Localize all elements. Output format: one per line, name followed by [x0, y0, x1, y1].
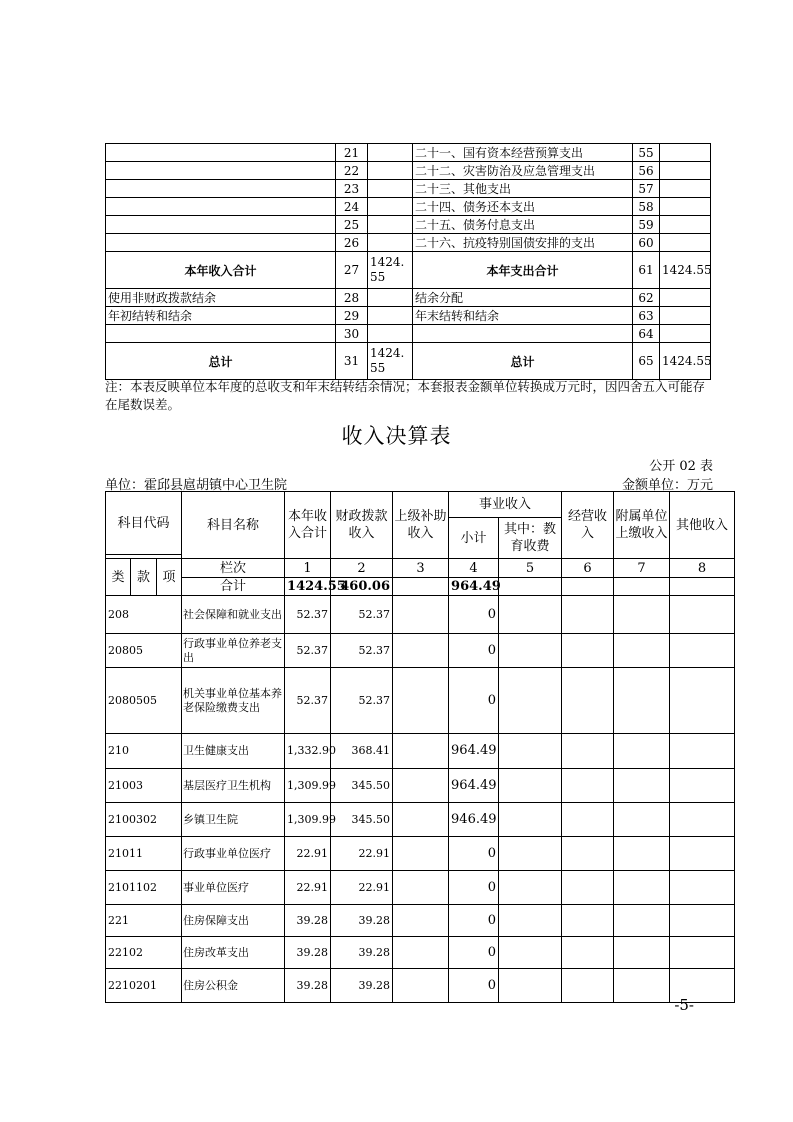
summary-left-value	[368, 307, 413, 325]
summary-row	[106, 307, 711, 325]
summary-left-line: 21	[336, 144, 368, 162]
summary-left-value: 1424.55	[368, 252, 413, 289]
other-income	[670, 905, 735, 937]
edu-fee	[499, 837, 562, 871]
sum-subtotal: 964.49	[449, 578, 499, 596]
summary-left-value	[368, 234, 413, 252]
subject-code: 208	[106, 596, 182, 634]
summary-left-value	[368, 180, 413, 198]
summary-left-label	[106, 144, 336, 162]
summary-left-label: 本年收入合计	[106, 252, 336, 289]
summary-left-label	[106, 325, 336, 343]
operating-income	[562, 596, 614, 634]
operating-income	[562, 634, 614, 668]
summary-left-label: 总计	[106, 343, 336, 380]
header-fiscal: 财政拨款收入	[331, 492, 393, 559]
operating-income	[562, 871, 614, 905]
sum-total: 1424.55	[285, 578, 331, 596]
summary-right-line: 65	[633, 343, 660, 380]
summary-left-line: 23	[336, 180, 368, 198]
edu-fee	[499, 596, 562, 634]
header-subtotal: 小计	[449, 518, 499, 559]
header-code: 科目代码	[106, 492, 182, 555]
header-lei: 类	[106, 559, 131, 596]
summary-right-line: 64	[633, 325, 660, 343]
table-row	[106, 803, 735, 837]
summary-right-label: 结余分配	[413, 289, 633, 307]
affiliated-income	[614, 596, 670, 634]
income-total: 52.37	[285, 634, 331, 668]
summary-right-value: 1424.55	[660, 252, 711, 289]
summary-right-line: 63	[633, 307, 660, 325]
other-income	[670, 871, 735, 905]
summary-left-line: 25	[336, 216, 368, 234]
summary-right-label: 二十一、国有资本经营预算支出	[413, 144, 633, 162]
other-income	[670, 837, 735, 871]
summary-left-line: 31	[336, 343, 368, 380]
upper-income	[393, 905, 449, 937]
table-row	[106, 937, 735, 969]
income-total: 1,309.99	[285, 769, 331, 803]
header-name: 科目名称	[182, 492, 285, 559]
header-column-no: 栏次	[182, 559, 285, 578]
other-income	[670, 734, 735, 769]
fiscal-income: 39.28	[331, 969, 393, 1003]
subject-code: 210	[106, 734, 182, 769]
summary-right-line: 57	[633, 180, 660, 198]
edu-fee	[499, 937, 562, 969]
income-total: 1,309.99	[285, 803, 331, 837]
summary-right-label: 二十五、债务付息支出	[413, 216, 633, 234]
subject-name: 住房公积金	[182, 969, 285, 1003]
operating-income	[562, 837, 614, 871]
table-row	[106, 596, 735, 634]
summary-row	[106, 144, 711, 162]
edu-fee	[499, 969, 562, 1003]
table-row	[106, 769, 735, 803]
summary-right-value	[660, 162, 711, 180]
affiliated-income	[614, 668, 670, 734]
summary-left-value	[368, 144, 413, 162]
summary-left-line: 27	[336, 252, 368, 289]
summary-left-label	[106, 162, 336, 180]
business-subtotal: 946.49	[449, 803, 499, 837]
income-total: 39.28	[285, 937, 331, 969]
operating-income	[562, 905, 614, 937]
summary-left-line: 24	[336, 198, 368, 216]
income-table	[105, 491, 735, 1003]
operating-income	[562, 734, 614, 769]
operating-income	[562, 937, 614, 969]
subject-code: 21011	[106, 837, 182, 871]
table-row	[106, 837, 735, 871]
other-income	[670, 596, 735, 634]
affiliated-income	[614, 769, 670, 803]
business-subtotal: 0	[449, 905, 499, 937]
summary-right-label: 本年支出合计	[413, 252, 633, 289]
business-subtotal: 0	[449, 634, 499, 668]
income-total: 22.91	[285, 837, 331, 871]
business-subtotal: 0	[449, 871, 499, 905]
table-row	[106, 969, 735, 1003]
header-other: 其他收入	[670, 492, 735, 559]
subject-name: 住房保障支出	[182, 905, 285, 937]
unit-name: 单位：霍邱县扈胡镇中心卫生院	[105, 478, 288, 493]
table-row	[106, 734, 735, 769]
edu-fee	[499, 803, 562, 837]
summary-left-value	[368, 325, 413, 343]
subject-name: 事业单位医疗	[182, 871, 285, 905]
summary-right-line: 60	[633, 234, 660, 252]
summary-row	[106, 180, 711, 198]
edu-fee	[499, 634, 562, 668]
summary-left-line: 29	[336, 307, 368, 325]
affiliated-income	[614, 634, 670, 668]
business-subtotal: 0	[449, 969, 499, 1003]
operating-income	[562, 803, 614, 837]
other-income	[670, 769, 735, 803]
subject-name: 行政事业单位医疗	[182, 837, 285, 871]
summary-left-label	[106, 216, 336, 234]
fiscal-income: 345.50	[331, 769, 393, 803]
subject-name: 机关事业单位基本养老保险缴费支出	[182, 668, 285, 734]
fiscal-income: 22.91	[331, 837, 393, 871]
operating-income	[562, 969, 614, 1003]
fiscal-income: 39.28	[331, 905, 393, 937]
summary-row	[106, 198, 711, 216]
income-total: 39.28	[285, 969, 331, 1003]
summary-left-value	[368, 289, 413, 307]
business-subtotal: 0	[449, 596, 499, 634]
other-income	[670, 937, 735, 969]
col-no-6: 6	[562, 559, 614, 578]
summary-right-value	[660, 144, 711, 162]
edu-fee	[499, 668, 562, 734]
summary-left-label	[106, 234, 336, 252]
affiliated-income	[614, 734, 670, 769]
summary-row	[106, 234, 711, 252]
summary-left-label	[106, 198, 336, 216]
upper-income	[393, 871, 449, 905]
summary-right-value: 1424.55	[660, 343, 711, 380]
subject-code: 2080505	[106, 668, 182, 734]
form-number: 公开 02 表	[649, 459, 713, 474]
summary-right-line: 56	[633, 162, 660, 180]
upper-income	[393, 969, 449, 1003]
upper-income	[393, 803, 449, 837]
summary-right-label: 总计	[413, 343, 633, 380]
subject-name: 卫生健康支出	[182, 734, 285, 769]
summary-right-value	[660, 289, 711, 307]
table-row	[106, 871, 735, 905]
affiliated-income	[614, 937, 670, 969]
summary-right-line: 55	[633, 144, 660, 162]
other-income	[670, 803, 735, 837]
affiliated-income	[614, 905, 670, 937]
summary-left-line: 28	[336, 289, 368, 307]
summary-left-value	[368, 162, 413, 180]
summary-left-label: 年初结转和结余	[106, 307, 336, 325]
business-subtotal: 0	[449, 837, 499, 871]
summary-right-label: 二十二、灾害防治及应急管理支出	[413, 162, 633, 180]
table-row	[106, 905, 735, 937]
summary-right-label: 二十四、债务还本支出	[413, 198, 633, 216]
edu-fee	[499, 769, 562, 803]
upper-income	[393, 769, 449, 803]
header-edu: 其中：教育收费	[499, 518, 562, 559]
col-no-7: 7	[614, 559, 670, 578]
summary-right-label: 年末结转和结余	[413, 307, 633, 325]
summary-right-value	[660, 180, 711, 198]
summary-left-value: 1424.55	[368, 343, 413, 380]
subject-name: 乡镇卫生院	[182, 803, 285, 837]
income-total: 1,332.90	[285, 734, 331, 769]
summary-right-label: 二十六、抗疫特别国债安排的支出	[413, 234, 633, 252]
header-affiliated: 附属单位上缴收入	[614, 492, 670, 559]
income-total: 52.37	[285, 668, 331, 734]
edu-fee	[499, 734, 562, 769]
header-business: 事业收入	[449, 492, 562, 518]
fiscal-income: 52.37	[331, 634, 393, 668]
summary-right-value	[660, 325, 711, 343]
operating-income	[562, 668, 614, 734]
table-row	[106, 634, 735, 668]
subject-name: 基层医疗卫生机构	[182, 769, 285, 803]
subject-code: 21003	[106, 769, 182, 803]
operating-income	[562, 769, 614, 803]
income-total: 22.91	[285, 871, 331, 905]
edu-fee	[499, 905, 562, 937]
col-no-2: 2	[331, 559, 393, 578]
upper-income	[393, 937, 449, 969]
summary-left-line: 22	[336, 162, 368, 180]
summary-row	[106, 289, 711, 307]
summary-row	[106, 216, 711, 234]
summary-right-value	[660, 198, 711, 216]
upper-income	[393, 837, 449, 871]
summary-row	[106, 162, 711, 180]
summary-right-line: 61	[633, 252, 660, 289]
summary-left-label	[106, 180, 336, 198]
affiliated-income	[614, 837, 670, 871]
col-no-5: 5	[499, 559, 562, 578]
fiscal-income: 345.50	[331, 803, 393, 837]
header-kuan: 款	[131, 559, 157, 596]
table-note: 注：本表反映单位本年度的总收支和年末结转结余情况；本套报表金额单位转换成万元时，因四舍五入可能存在尾数误差。	[105, 379, 706, 412]
subject-name: 行政事业单位养老支出	[182, 634, 285, 668]
summary-left-value	[368, 216, 413, 234]
affiliated-income	[614, 871, 670, 905]
col-no-1: 1	[285, 559, 331, 578]
affiliated-income	[614, 969, 670, 1003]
page-title: 收入决算表	[341, 424, 452, 448]
header-operating: 经营收入	[562, 492, 614, 559]
subject-code: 2210201	[106, 969, 182, 1003]
income-total: 52.37	[285, 596, 331, 634]
fiscal-income: 39.28	[331, 937, 393, 969]
business-subtotal: 964.49	[449, 734, 499, 769]
summary-right-line: 62	[633, 289, 660, 307]
summary-right-value	[660, 234, 711, 252]
summary-row	[106, 343, 711, 380]
summary-right-value	[660, 216, 711, 234]
summary-left-label: 使用非财政拨款结余	[106, 289, 336, 307]
header-total: 本年收入合计	[285, 492, 331, 559]
summary-right-line: 58	[633, 198, 660, 216]
business-subtotal: 964.49	[449, 769, 499, 803]
subject-name: 社会保障和就业支出	[182, 596, 285, 634]
other-income	[670, 634, 735, 668]
amount-unit: 金额单位：万元	[621, 478, 713, 493]
page-number: -5-	[674, 996, 694, 1014]
upper-income	[393, 596, 449, 634]
summary-left-line: 30	[336, 325, 368, 343]
fiscal-income: 52.37	[331, 668, 393, 734]
sum-label: 合计	[182, 578, 285, 596]
summary-table	[105, 143, 711, 380]
summary-row	[106, 325, 711, 343]
subject-code: 2101102	[106, 871, 182, 905]
fiscal-income: 368.41	[331, 734, 393, 769]
table-row	[106, 668, 735, 734]
fiscal-income: 22.91	[331, 871, 393, 905]
upper-income	[393, 734, 449, 769]
summary-right-label	[413, 325, 633, 343]
summary-right-value	[660, 307, 711, 325]
summary-left-value	[368, 198, 413, 216]
sum-fiscal: 460.06	[331, 578, 393, 596]
header-upper: 上级补助收入	[393, 492, 449, 559]
subject-code: 22102	[106, 937, 182, 969]
other-income	[670, 668, 735, 734]
affiliated-income	[614, 803, 670, 837]
fiscal-income: 52.37	[331, 596, 393, 634]
subject-code: 221	[106, 905, 182, 937]
subject-name: 住房改革支出	[182, 937, 285, 969]
col-no-4: 4	[449, 559, 499, 578]
subject-code: 20805	[106, 634, 182, 668]
business-subtotal: 0	[449, 668, 499, 734]
edu-fee	[499, 871, 562, 905]
col-no-3: 3	[393, 559, 449, 578]
summary-row	[106, 252, 711, 289]
header-xiang: 项	[157, 559, 182, 596]
summary-right-label: 二十三、其他支出	[413, 180, 633, 198]
summary-left-line: 26	[336, 234, 368, 252]
col-no-8: 8	[670, 559, 735, 578]
income-total: 39.28	[285, 905, 331, 937]
business-subtotal: 0	[449, 937, 499, 969]
upper-income	[393, 634, 449, 668]
summary-right-line: 59	[633, 216, 660, 234]
upper-income	[393, 668, 449, 734]
subject-code: 2100302	[106, 803, 182, 837]
